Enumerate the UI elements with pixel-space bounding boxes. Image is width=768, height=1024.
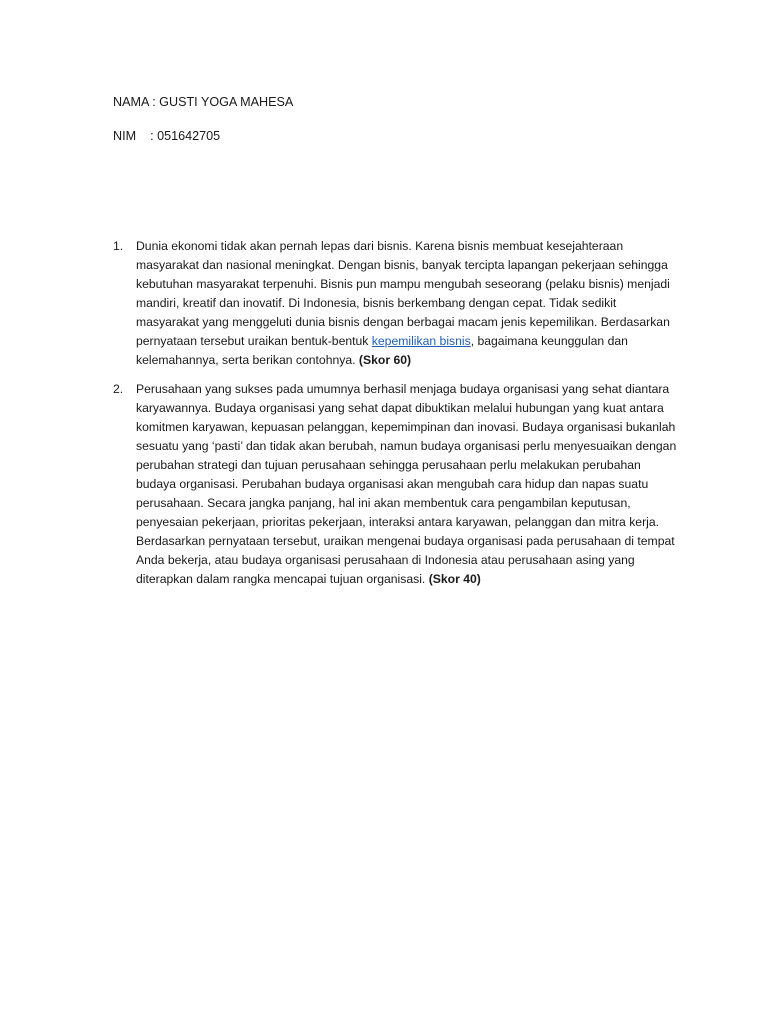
question-text-part: , bagaimana keunggulan dan kelemahannya, serta berikan contohnya. xyxy=(136,334,628,367)
kepemilikan-bisnis-link[interactable]: kepemilikan bisnis xyxy=(371,334,471,348)
question-list xyxy=(113,237,678,599)
question-text xyxy=(136,380,678,589)
question-number: 2. xyxy=(113,382,124,396)
question-score: (Skor 40) xyxy=(428,572,481,586)
question-text-part: Perusahaan yang sukses pada umumnya berhasil menjaga budaya organisasi yang sehat diantara karyawannya. Budaya organisasi yang sehat dapat dibuktikan melalui hubungan yang kuat antara komitmen karyawan, kepuasan pelanggan, kepemimpinan dan inovasi. Budaya organisasi bukanlah sesuatu yang ‘pasti’ dan tidak akan berubah, namun budaya organisasi perlu menyesuaikan dengan perubahan strategi dan tujuan perusahaan sehingga perusahaan perlu melakukan perubahan budaya organisasi. Perubahan budaya organisasi akan mengubah cara hidup dan napas suatu perusahaan. Secara jangka panjang, hal ini akan membentuk cara pengambilan keputusan, penyesaian pekerjaan, prioritas pekerjaan, interaksi antara karyawan, pelanggan dan mitra kerja. Berdasarkan pernyataan tersebut, uraikan mengenai budaya organisasi pada perusahaan di tempat Anda bekerja, atau budaya organisasi perusahaan di Indonesia atau perusahaan asing yang diterapkan dalam rangka mencapai tujuan organisasi. xyxy=(136,382,677,586)
question-1 xyxy=(113,237,678,370)
student-nim: NIM : 051642705 xyxy=(113,129,221,143)
question-score: (Skor 60) xyxy=(358,353,412,367)
question-text xyxy=(136,237,678,370)
question-text-part: Dunia ekonomi tidak akan pernah lepas dari bisnis. Karena bisnis membuat kesejahteraan masyarakat dan nasional meningkat. Dengan bisnis, banyak tercipta lapangan pekerjaan sehingga kebutuhan masyarakat terpenuhi. Bisnis pun mampu mengubah seseorang (pelaku bisnis) menjadi mandiri, kreatif dan inovatif. Di Indonesia, bisnis berkembang dengan cepat. Tidak sedikit masyarakat yang menggeluti dunia bisnis dengan berbagai macam jenis kepemilikan. Berdasarkan pernyataan tersebut uraikan bentuk-bentuk xyxy=(136,239,670,348)
student-name: NAMA : GUSTI YOGA MAHESA xyxy=(113,95,294,109)
question-number: 1. xyxy=(113,239,124,253)
question-2 xyxy=(113,380,678,589)
student-header xyxy=(113,93,673,161)
